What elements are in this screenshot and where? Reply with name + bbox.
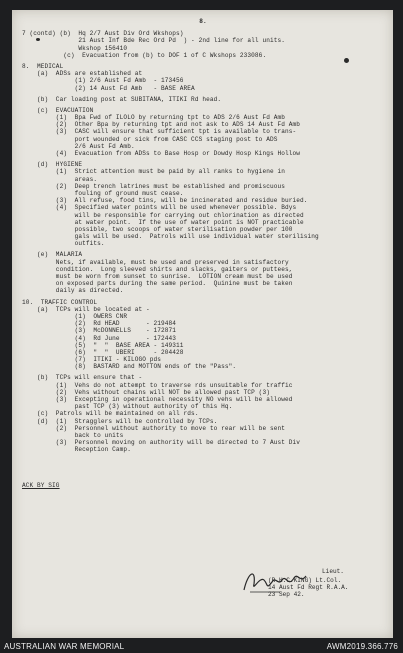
document-line: (1) OWERS CNR — [22, 312, 128, 320]
signature-lines — [268, 577, 348, 599]
document-line: back to units — [22, 431, 124, 439]
document-line: (b) TCPs will ensure that - — [22, 374, 143, 382]
document-line: (6) " " UBERI - 204428 — [22, 348, 184, 356]
signature-line: (R.H.C.KING) Lt.Col. — [268, 577, 342, 584]
document-line: (8) BASTARD and MOTTON ends of the "Pass". — [22, 363, 237, 371]
document-line: (2) Vehs without chains will NOT be allowed past TCP (3) — [22, 388, 270, 396]
document-line: daily as directed. — [22, 287, 124, 295]
document-line: 10. TRAFFIC CONTROL — [22, 298, 98, 306]
document-line: (d) HYGIENE — [22, 161, 83, 169]
document-line: (c) Patrols will be maintained on all rds. — [22, 410, 199, 418]
page-number: 8. — [199, 18, 207, 25]
document-line: (a) TCPs will be located at - — [22, 305, 150, 313]
footer-archive-name: AUSTRALIAN WAR MEMORIAL — [4, 642, 125, 651]
document-line: Nets, if available, must be used and preserved in satisfactory — [22, 258, 289, 266]
document-line: areas. — [22, 175, 98, 183]
document-line: (3) Personnel moving on authority will be directed to 7 Aust Div — [22, 439, 301, 447]
typed-document — [22, 18, 384, 489]
document-line: 7 (contd) (b) Hq 2/7 Aust Div Ord Wkshops) — [22, 30, 184, 38]
signature-line: 23 Sep 42. — [268, 591, 305, 599]
document-line: condition. Long sleeved shirts and slacks, gaiters or puttees, — [22, 265, 293, 273]
document-body — [22, 30, 384, 453]
document-line: must be worn from sunset to sunrise. LOTION cream must be used — [22, 273, 293, 280]
document-line: (2) 14 Aust Fd Amb - BASE AREA — [22, 84, 195, 92]
document-line: (3) Excepting in operational necessity NO vehs will be allowed — [22, 396, 293, 403]
document-line: gals will be used. Patrols will use individual water sterilising — [22, 233, 319, 241]
document-line: (4) Evacuation from ADSs to Base Hosp or Dowdy Hosp Kings Hollow — [22, 150, 301, 157]
document-line: 2/6 Aust Fd Amb. — [22, 142, 135, 150]
document-line: outfits. — [22, 240, 105, 248]
document-line: Reception Camp. — [22, 446, 131, 454]
document-line: (1) 2/6 Aust Fd Amb - 173456 — [22, 77, 184, 85]
signature-suffix: Lieut. — [322, 568, 344, 575]
document-line: (4) Specified water points will be used whenever possible. Bdys — [22, 204, 297, 212]
document-line: (3) McDONNELLS - 172871 — [22, 327, 177, 335]
document-line: (3) CASC will ensure that sufficient tpt is available to trans- — [22, 128, 297, 136]
document-line: (2) Personnel without authority to move to rear will be sent — [22, 424, 285, 432]
document-line: possible, two scoops of water sterilisation powder per 100 — [22, 225, 293, 233]
document-sheet — [12, 10, 393, 638]
document-line: past TCP (3) without authority of this Hq. — [22, 403, 233, 411]
document-line: fouling of ground must cease. — [22, 189, 184, 197]
document-line: (d) (1) Stragglers will be controlled by TCPs. — [22, 417, 218, 425]
document-line: (c) Evacuation from (b) to DOF 1 of C Wkshops 233086. — [22, 51, 267, 59]
document-line: (1) Vehs do not attempt to traverse rds unsuitable for traffic — [22, 381, 293, 389]
document-line: (5) " " BASE AREA - 149311 — [22, 341, 184, 349]
signature-line: 14 Aust Fd Regt R.A.A. — [268, 584, 349, 592]
acknowledge-line: ACK BY SIG — [22, 481, 60, 489]
document-line: at water point. If the use of water point is NOT practicable — [22, 218, 304, 226]
document-line: on exposed parts during the same period. Quinine must be taken — [22, 280, 293, 288]
document-line: (3) All refuse, food tins, will be incinerated and residue buried. — [22, 197, 308, 205]
document-line: (e) MALARIA — [22, 251, 83, 259]
document-line: (1) Strict attention must be paid by all ranks to hygiene in — [22, 168, 285, 176]
document-line: (4) Rd June - 172443 — [22, 334, 177, 342]
document-line: (2) Deep trench latrines must be established and promiscuous — [22, 182, 285, 190]
footer-reference: AWM2019.366.776 — [326, 642, 398, 651]
document-line: (a) ADSs are established at — [22, 70, 143, 78]
document-line: (7) ITIKI - KILOGO pds — [22, 356, 162, 364]
document-line: (2) Other Bpa by returning tpt and not ask to ADS 14 Aust Fd Amb — [22, 121, 301, 129]
document-line: Wkshop 156410 — [22, 44, 128, 52]
document-line: (c) EVACUATION — [22, 106, 94, 114]
document-line: will be responsible for carrying out chlorination as directed — [22, 211, 304, 219]
document-line: 21 Aust Inf Bde Rec Ord Pd ) - 2nd line for all units. — [22, 37, 285, 45]
document-line: 8. MEDICAL — [22, 62, 64, 70]
signature-block — [268, 568, 349, 606]
document-line: port wounded or sick from CASC CCS staging post to ADS — [22, 135, 278, 143]
document-line: (1) Bpa Fwd of ILOLO by returning tpt to ADS 2/6 Aust Fd Amb — [22, 114, 285, 122]
document-line: (2) Rd HEAD - 219484 — [22, 320, 177, 328]
document-line: (b) Car loading post at SUBITANA, ITIKI Rd head. — [22, 95, 222, 103]
